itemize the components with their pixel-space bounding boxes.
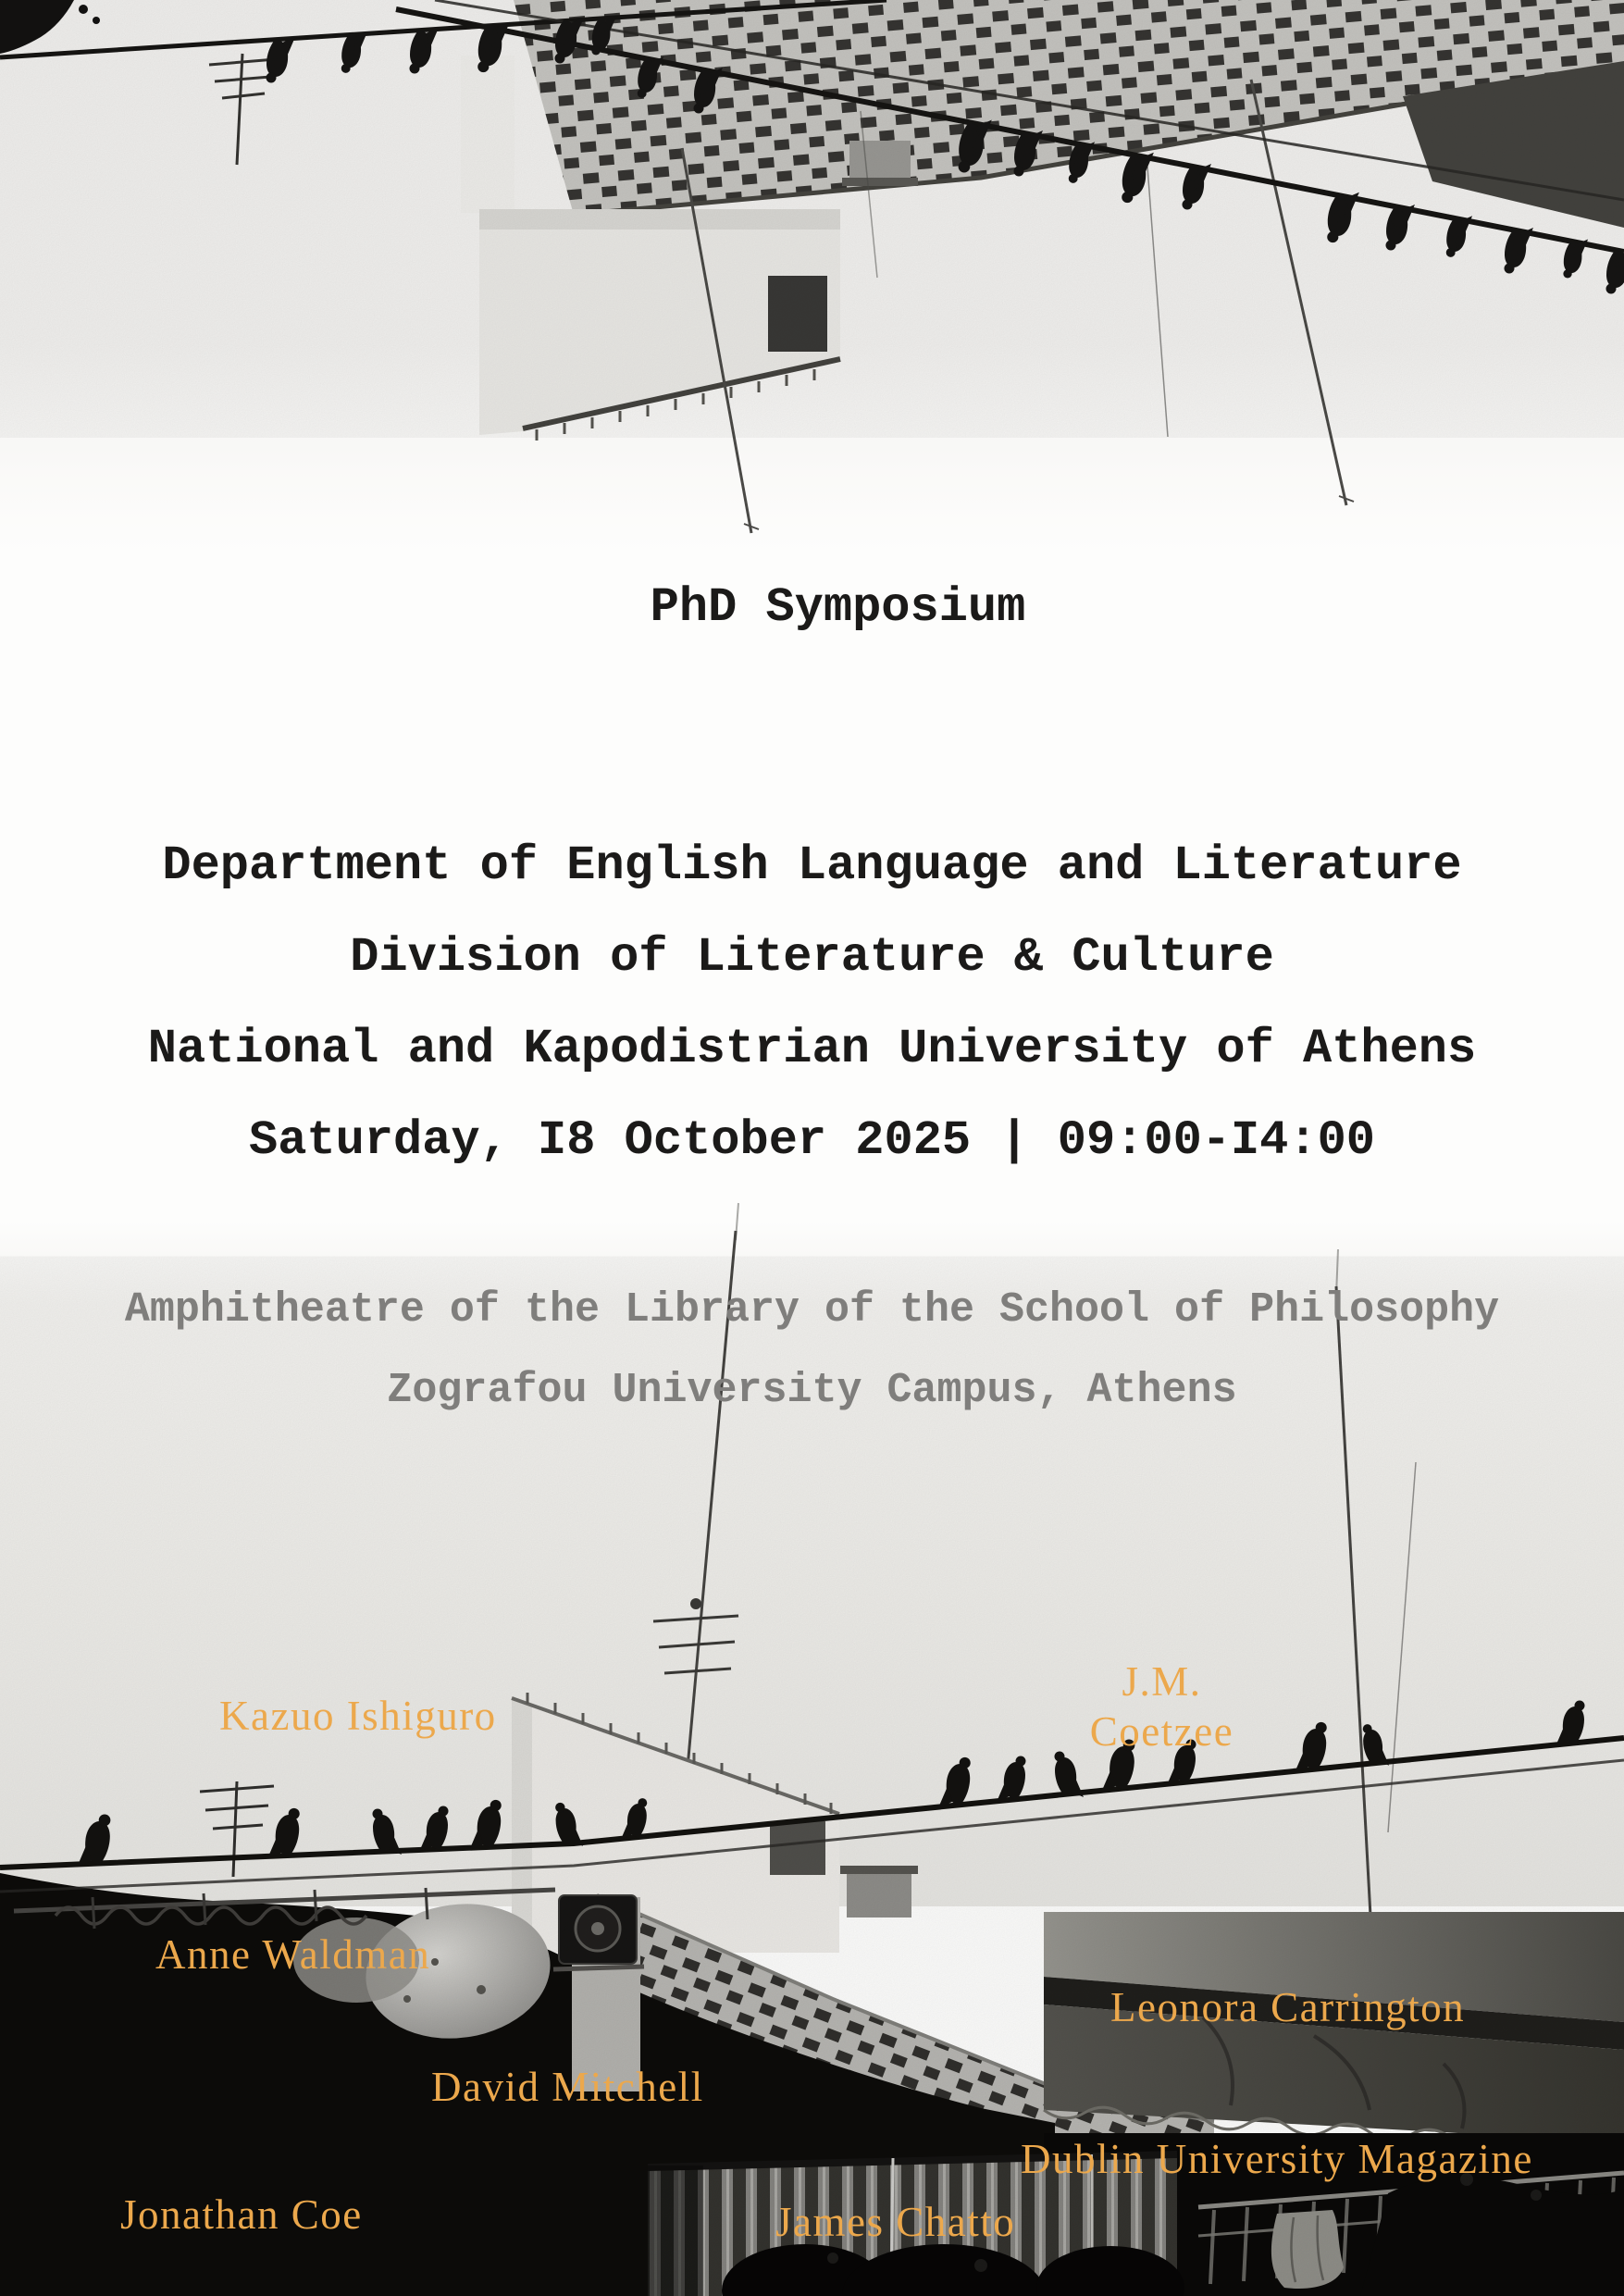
- detail-date-time: Saturday, I8 October 2025 | 09:00-I4:00: [249, 1113, 1375, 1168]
- author-anne-waldman: Anne Waldman: [155, 1931, 431, 1978]
- detail-division: Division of Literature & Culture: [350, 930, 1274, 985]
- symposium-title: PhD Symposium: [650, 580, 1026, 635]
- author-james-chatto: James Chatto: [775, 2199, 1016, 2245]
- detail-department: Department of English Language and Literature: [162, 838, 1462, 893]
- author-jm-coetzee-line1: J.M.: [1122, 1658, 1202, 1705]
- author-leonora-carrington: Leonora Carrington: [1110, 1984, 1466, 2030]
- film-grain: [0, 0, 1624, 398]
- author-dublin-university-magazine: Dublin University Magazine: [1021, 2136, 1533, 2182]
- author-jm-coetzee-line2: Coetzee: [1089, 1708, 1234, 1755]
- author-kazuo-ishiguro: Kazuo Ishiguro: [219, 1693, 497, 1739]
- venue-details: [0, 1270, 1624, 1431]
- author-jonathan-coe: Jonathan Coe: [120, 2191, 363, 2238]
- event-details: [0, 820, 1624, 1186]
- detail-university: National and Kapodistrian University of Athens: [147, 1022, 1477, 1076]
- venue-campus: Zografou University Campus, Athens: [387, 1367, 1237, 1414]
- venue-amphitheatre: Amphitheatre of the Library of the School of Philosophy: [124, 1286, 1500, 1334]
- top-photo-illustration: [0, 0, 1624, 555]
- author-jm-coetzee: [1044, 1657, 1280, 1756]
- author-david-mitchell: David Mitchell: [431, 2064, 704, 2110]
